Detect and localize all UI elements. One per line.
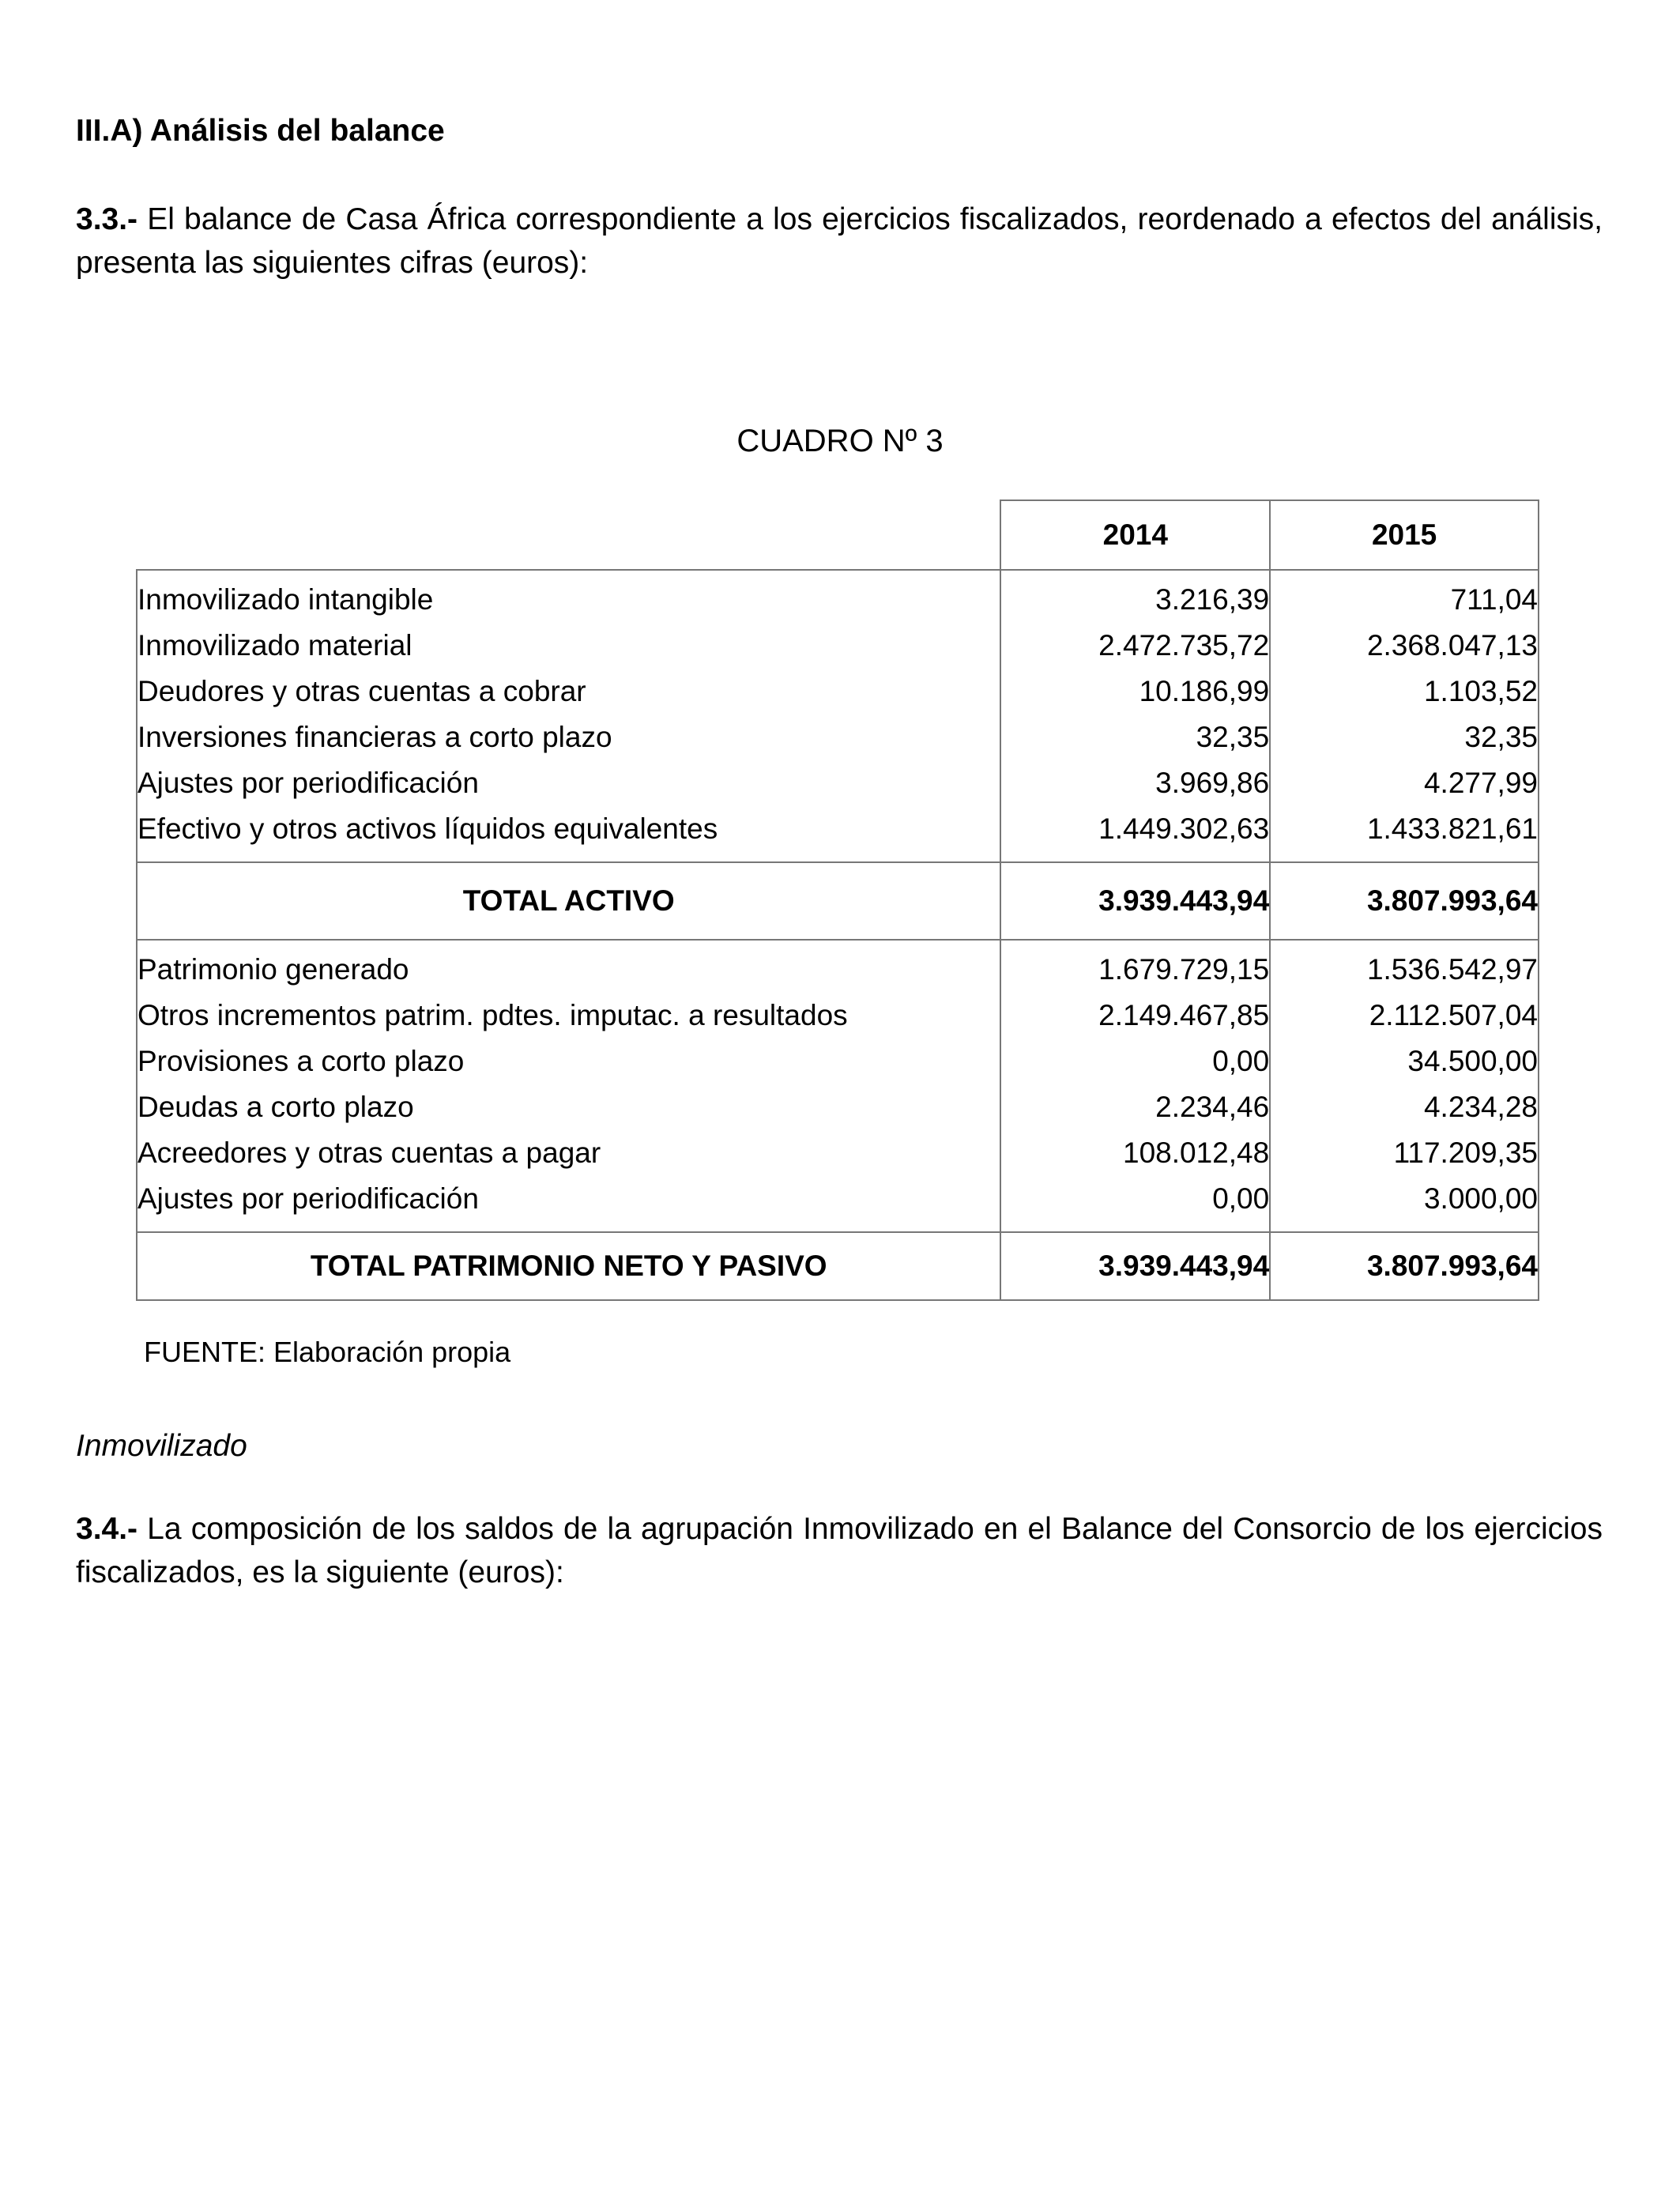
value-2015: 2.368.047,13	[1270, 623, 1539, 669]
column-header-2014: 2014	[1000, 500, 1270, 570]
table-row	[137, 760, 1539, 806]
value-2014: 3.216,39	[1000, 570, 1270, 623]
table-caption: CUADRO Nº 3	[736, 424, 944, 458]
total-activo-2015: 3.807.993,64	[1270, 862, 1539, 940]
paragraph-number: 3.4.-	[76, 1512, 138, 1546]
subsection-title: Inmovilizado	[76, 1429, 247, 1463]
value-2015: 1.536.542,97	[1270, 940, 1539, 993]
value-2014: 2.149.467,85	[1000, 993, 1270, 1039]
value-2015: 2.112.507,04	[1270, 993, 1539, 1039]
row-label: Ajustes por periodificación	[137, 1176, 1000, 1232]
row-label: Deudas a corto plazo	[137, 1084, 1000, 1130]
total-pasivo-2015: 3.807.993,64	[1270, 1232, 1539, 1300]
total-activo-2014: 3.939.443,94	[1000, 862, 1270, 940]
paragraph-number: 3.3.-	[76, 202, 138, 236]
row-label: Otros incrementos patrim. pdtes. imputac. a resultados	[137, 993, 1000, 1039]
value-2015: 4.277,99	[1270, 760, 1539, 806]
table-row	[137, 1039, 1539, 1084]
table-row	[137, 1176, 1539, 1232]
row-label: Inversiones financieras a corto plazo	[137, 714, 1000, 760]
total-pasivo-2014: 3.939.443,94	[1000, 1232, 1270, 1300]
table-row	[137, 940, 1539, 993]
value-2014: 0,00	[1000, 1176, 1270, 1232]
row-label: Inmovilizado material	[137, 623, 1000, 669]
column-header-2015: 2015	[1270, 500, 1539, 570]
value-2014: 10.186,99	[1000, 669, 1270, 714]
total-pasivo-row	[137, 1232, 1539, 1300]
balance-table	[136, 499, 1539, 1301]
row-label: Efectivo y otros activos líquidos equivalentes	[137, 806, 1000, 862]
table-row	[137, 623, 1539, 669]
section-heading: III.A) Análisis del balance	[76, 114, 445, 148]
row-label: Acreedores y otras cuentas a pagar	[137, 1130, 1000, 1176]
value-2014: 0,00	[1000, 1039, 1270, 1084]
value-2014: 1.679.729,15	[1000, 940, 1270, 993]
paragraph-3-4	[76, 1507, 1603, 1594]
table-row	[137, 993, 1539, 1039]
header-blank-cell	[137, 500, 1000, 570]
table-row	[137, 806, 1539, 862]
value-2015: 34.500,00	[1270, 1039, 1539, 1084]
value-2014: 3.969,86	[1000, 760, 1270, 806]
value-2015: 32,35	[1270, 714, 1539, 760]
row-label: Deudores y otras cuentas a cobrar	[137, 669, 1000, 714]
table-row	[137, 1084, 1539, 1130]
value-2014: 108.012,48	[1000, 1130, 1270, 1176]
value-2015: 1.433.821,61	[1270, 806, 1539, 862]
value-2015: 711,04	[1270, 570, 1539, 623]
table-row	[137, 1130, 1539, 1176]
value-2015: 117.209,35	[1270, 1130, 1539, 1176]
source-note: FUENTE: Elaboración propia	[144, 1336, 511, 1368]
value-2014: 2.472.735,72	[1000, 623, 1270, 669]
table-row	[137, 714, 1539, 760]
row-label: Ajustes por periodificación	[137, 760, 1000, 806]
table-row	[137, 570, 1539, 623]
row-label: Provisiones a corto plazo	[137, 1039, 1000, 1084]
paragraph-text: El balance de Casa África correspondiente a los ejercicios fiscalizados, reordenado a efectos del análisis, presenta las siguientes cifras (euros):	[76, 202, 1603, 280]
value-2015: 4.234,28	[1270, 1084, 1539, 1130]
total-activo-label: TOTAL ACTIVO	[137, 862, 1000, 940]
total-activo-row	[137, 862, 1539, 940]
row-label: Patrimonio generado	[137, 940, 1000, 993]
value-2014: 32,35	[1000, 714, 1270, 760]
paragraph-3-3	[76, 198, 1603, 285]
row-label: Inmovilizado intangible	[137, 570, 1000, 623]
value-2014: 2.234,46	[1000, 1084, 1270, 1130]
value-2015: 1.103,52	[1270, 669, 1539, 714]
value-2014: 1.449.302,63	[1000, 806, 1270, 862]
total-pasivo-label: TOTAL PATRIMONIO NETO Y PASIVO	[137, 1232, 1000, 1300]
table-header-row	[137, 500, 1539, 570]
paragraph-text: La composición de los saldos de la agrupación Inmovilizado en el Balance del Consorcio de los ejercicios fiscalizados, es la siguiente (euros):	[76, 1512, 1603, 1589]
value-2015: 3.000,00	[1270, 1176, 1539, 1232]
table-row	[137, 669, 1539, 714]
